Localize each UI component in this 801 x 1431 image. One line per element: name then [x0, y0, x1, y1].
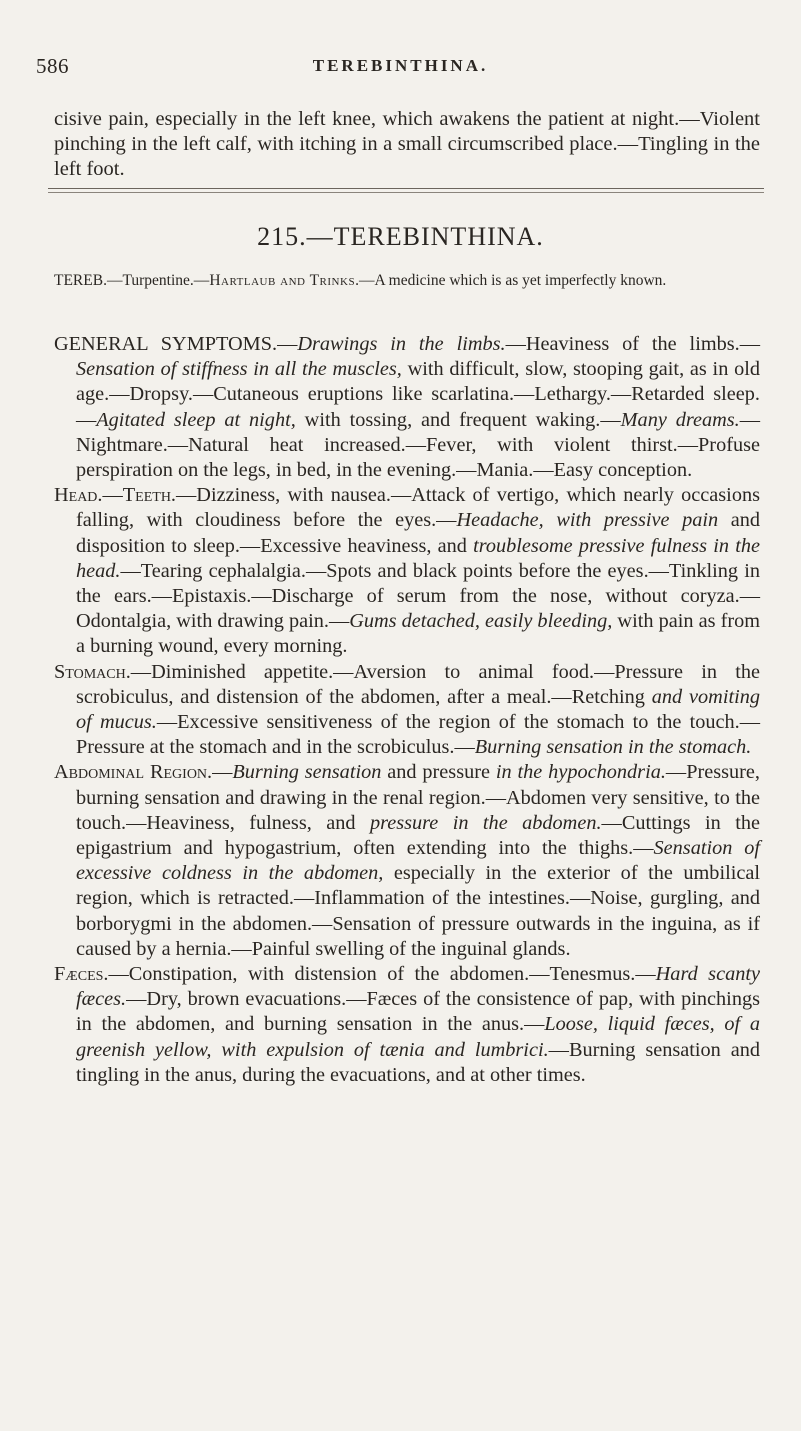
general-symptoms-label: GENERAL SYMPTOMS.: [54, 333, 278, 355]
section-heading: 215.—TEREBINTHINA.: [257, 222, 544, 251]
source-note: [54, 271, 760, 291]
teeth-label: Teeth.: [122, 484, 177, 507]
stomach-paragraph: Stomach.—Diminished appetite.—Aversion to animal food.—Pressure in the scrobiculus, and distension of the abdomen, after a meal.—Retching and vomiting of mucus.—Excessive sensitiveness of the region of the stomach to the touch.—Pressure at the stomach and in the scrobiculus.—Burning sensation in the stomach.: [54, 660, 761, 759]
previous-section-text: [54, 107, 760, 182]
faeces-paragraph: Fæces.—Constipation, with distension of the abdomen.—Tenesmus.—Hard scanty fæces.—Dry, brown evacuations.—Fæces of the consistence of pap, with pinchings in the abdomen, and burning sensation in the anus.—Loose, liquid fæces, of a greenish yellow, with expulsion of tænia and lumbrici.—Burning sensation and tingling in the anus, during the evacuations, and at other times.: [54, 963, 760, 1086]
source-authors: Hartlaub and Trinks: [209, 272, 356, 289]
abdominal-paragraph: Abdominal Region.—Burning sensation and pressure in the hypochondria.—Pressure, burning sensation and drawing in the renal region.—Abdomen very sensitive, to the touch.—Heaviness, fulness, and pressure in the abdomen.—Cuttings in the epigastrium and hypogastrium, often extending into the thighs.—Sensation of excessive coldness in the abdomen, especially in the exterior of the umbilical region, which is retracted.—Inflammation of the intestines.—Noise, gurgling, and borborygmi in the abdomen.—Sensation of pressure outwards in the inguina, as if caused by a hernia.—Painful swelling of the inguinal glands.: [54, 761, 761, 960]
head-label: Head.: [54, 484, 103, 507]
section-divider: [48, 188, 764, 189]
page-number: 586: [36, 54, 69, 78]
source-name: —Turpentine.—: [106, 272, 210, 289]
symptom-list: [54, 332, 760, 1088]
stomach-label: Stomach.: [54, 660, 131, 683]
running-title: TEREBINTHINA.: [312, 56, 489, 75]
running-head: [0, 50, 801, 80]
source-description: .—A medicine which is as yet imperfectly known.: [355, 272, 667, 289]
source-abbrev: TEREB.: [54, 272, 107, 289]
abdominal-label: Abdominal Region.: [54, 761, 213, 784]
head-paragraph: Head.—Teeth.—Dizziness, with nausea.—Attack of vertigo, which nearly occasions falling, with cloudiness before the eyes.—Headache, with pressive pain and disposition to sleep.—Excessive heaviness, and troublesome pressive fulness in the head.—Tearing cephalalgia.—Spots and black points before the eyes.—Tinkling in the ears.—Epistaxis.—Discharge of serum from the nose, without coryza.—Odontalgia, with drawing pain.—Gums detached, easily bleeding, with pain as from a burning wound, every morning.: [54, 484, 761, 658]
faeces-label: Fæces.: [54, 963, 109, 986]
previous-paragraph: cisive pain, especially in the left knee, which awakens the patient at night.—Violent pinching in the left calf, with itching in a small circumscribed place.—Tingling in the left foot.: [54, 108, 760, 180]
general-symptoms-paragraph: GENERAL SYMPTOMS.—Drawings in the limbs.—Heaviness of the limbs.—Sensation of stiffness in all the muscles, with difficult, slow, stooping gait, as in old age.—Dropsy.—Cutaneous eruptions like scarlatina.—Lethargy.—Retarded sleep.—Agitated sleep at night, with tossing, and frequent waking.—Many dreams.—Nightmare.—Natural heat increased.—Fever, with violent thirst.—Profuse perspiration on the legs, in bed, in the evening.—Mania.—Easy conception.: [54, 333, 761, 482]
section-divider-thin: [48, 192, 764, 193]
